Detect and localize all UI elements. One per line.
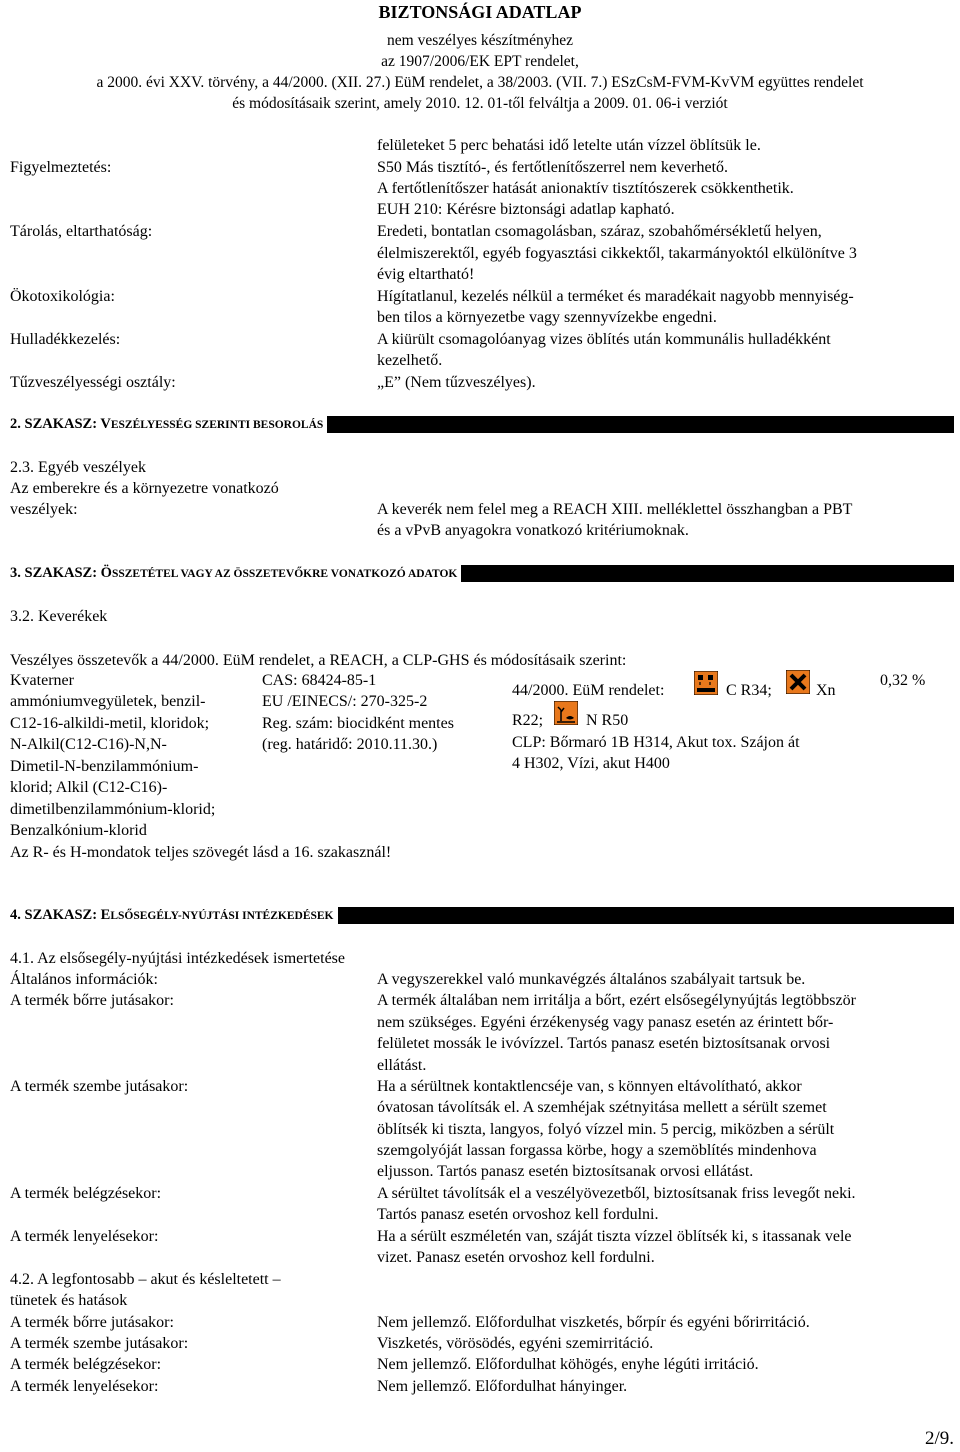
section-4-1-title: 4.1. Az elsősegély-nyújtási intézkedések ismertetése bbox=[10, 950, 346, 967]
einecs-number: EU /EINECS/: 270-325-2 bbox=[262, 693, 428, 710]
header-line-4: és módosításaik szerint, amely 2010. 12. 01-től felváltja a 2009. 01. 06-i verziót bbox=[232, 95, 728, 112]
classification-regulation: 44/2000. EüM rendelet: bbox=[512, 682, 665, 699]
eye-contact-line-4: szemgolyóját lassan forgassa körbe, hogy a szemöblítés mindenhova bbox=[377, 1142, 817, 1159]
inhalation-label: A termék belégzésekor: bbox=[10, 1185, 162, 1202]
waste-line-1: A kiürült csomagolóanyag vizes öblítés után kommunális hulladékként bbox=[377, 331, 831, 348]
component-name-8: Benzalkónium-klorid bbox=[10, 822, 147, 839]
component-name-6: klorid; Alkil (C12-C16)- bbox=[10, 779, 168, 796]
storage-line-2: élelmiszerektől, egyéb fogyasztási cikkektől, takarmányoktól elkülönítve 3 bbox=[377, 245, 857, 262]
hazards-label-1: Az emberekre és a környezetre vonatkozó bbox=[10, 480, 279, 497]
section-4-2-title-2: tünetek és hatások bbox=[10, 1292, 128, 1309]
header-line-2: az 1907/2006/EK EPT rendelet, bbox=[381, 53, 579, 70]
symptom-eye-value: Viszketés, vörösödés, egyéni szemirritáció. bbox=[377, 1335, 654, 1352]
eye-contact-line-3: öblítsék ki tiszta, langyos, folyó vízzel min. 5 percig, miközben a sérült bbox=[377, 1121, 835, 1138]
concentration: 0,32 % bbox=[880, 672, 926, 689]
symptom-eye-label: A termék szembe jutásakor: bbox=[10, 1335, 189, 1352]
storage-label: Tárolás, eltarthatóság: bbox=[10, 223, 153, 240]
section-2-3-title: 2.3. Egyéb veszélyek bbox=[10, 459, 146, 476]
ecotox-line-1: Hígítatlanul, kezelés nélkül a terméket és maradékait nagyobb mennyiség- bbox=[377, 288, 854, 305]
header-line-3: a 2000. évi XXV. törvény, a 44/2000. (XII. 27.) EüM rendelet, a 38/2003. (VII. 7.) ESzCsM-FVM-KvVM együttes rendelet bbox=[96, 74, 864, 91]
skin-contact-label: A termék bőrre jutásakor: bbox=[10, 992, 174, 1009]
waste-line-2: kezelhető. bbox=[377, 352, 443, 369]
cas-number: CAS: 68424-85-1 bbox=[262, 672, 377, 689]
page-number: 2/9. bbox=[924, 1428, 954, 1449]
components-intro: Veszélyes összetevők a 44/2000. EüM rendelet, a REACH, a CLP-GHS és módosításaik szerint: bbox=[10, 652, 627, 669]
section-2-heading-bar bbox=[10, 416, 954, 433]
ingestion-line-2: vizet. Panasz esetén orvoshoz kell fordulni. bbox=[377, 1249, 655, 1266]
warning-label: Figyelmeztetés: bbox=[10, 159, 112, 176]
inhalation-line-1: A sérültet távolítsák el a veszélyövezetből, biztosítsanak friss levegőt neki. bbox=[377, 1185, 856, 1202]
section-4-2-title-1: 4.2. A legfontosabb – akut és késleltetett – bbox=[10, 1271, 281, 1288]
clp-line-1: CLP: Bőrmaró 1B H314, Akut tox. Szájon át bbox=[512, 734, 800, 751]
component-name-7: dimetilbenzilammónium-klorid; bbox=[10, 801, 216, 818]
storage-line-3: évig eltartható! bbox=[377, 266, 475, 283]
symptom-inhalation-value: Nem jellemző. Előfordulhat köhögés, enyhe légúti irritáció. bbox=[377, 1356, 759, 1373]
class-n-r50: N R50 bbox=[586, 712, 629, 729]
ecotox-line-2: ben tilos a környezetbe vagy szennyvízekbe engedni. bbox=[377, 309, 717, 326]
waste-label: Hulladékkezelés: bbox=[10, 331, 121, 348]
harmful-x-icon bbox=[786, 670, 810, 694]
component-name-3: C12-16-alkildi-metil, kloridok; bbox=[10, 715, 210, 732]
eye-contact-line-1: Ha a sérültnek kontaktlencséje van, s könnyen eltávolítható, akkor bbox=[377, 1078, 802, 1095]
rinse-text: felületeket 5 perc behatási idő letelte után vízzel öblítsük le. bbox=[377, 137, 761, 154]
skin-contact-line-1: A termék általában nem irritálja a bőrt, ezért elsősegélynyújtás legtöbbször bbox=[377, 992, 856, 1009]
ecotox-label: Ökotoxikológia: bbox=[10, 288, 115, 305]
component-name-5: Dimetil-N-benzilammónium- bbox=[10, 758, 199, 775]
symptom-ingestion-value: Nem jellemző. Előfordulhat hányinger. bbox=[377, 1378, 628, 1395]
class-c-r34: C R34; bbox=[726, 682, 772, 699]
section-3-heading: 3. SZAKASZ: ÖSSZETÉTEL VAGY AZ ÖSSZETEVŐKRE VONATKOZÓ ADATOK bbox=[10, 565, 461, 583]
environment-icon bbox=[554, 701, 578, 725]
section-2-heading: 2. SZAKASZ: VESZÉLYESSÉG SZERINTI BESOROLÁS bbox=[10, 416, 327, 434]
corrosive-icon bbox=[694, 671, 718, 695]
warning-line-1: S50 Más tisztító-, és fertőtlenítőszerrel nem keverhető. bbox=[377, 159, 729, 176]
ingestion-label: A termék lenyelésekor: bbox=[10, 1228, 159, 1245]
section-3-2-title: 3.2. Keverékek bbox=[10, 608, 108, 625]
general-info-label: Általános információk: bbox=[10, 971, 158, 988]
skin-contact-line-3: felületet mossák le ivóvízzel. Tartós panasz esetén biztosítsanak orvosi bbox=[377, 1035, 831, 1052]
section-4-heading: 4. SZAKASZ: ELSŐSEGÉLY-NYÚJTÁSI INTÉZKEDÉSEK bbox=[10, 907, 338, 925]
reg-deadline: (reg. határidő: 2010.11.30.) bbox=[262, 736, 438, 753]
symptom-skin-label: A termék bőrre jutásakor: bbox=[10, 1314, 174, 1331]
skin-contact-line-4: ellátást. bbox=[377, 1057, 427, 1074]
component-name-2: ammóniumvegyületek, benzil- bbox=[10, 693, 206, 710]
class-r22: R22; bbox=[512, 712, 544, 729]
document-title: BIZTONSÁGI ADATLAP bbox=[378, 2, 582, 22]
header-line-1: nem veszélyes készítményhez bbox=[387, 32, 573, 49]
skin-contact-line-2: nem szükséges. Egyéni érzékenység vagy panasz esetén az érintett bőr- bbox=[377, 1014, 834, 1031]
r-h-note: Az R- és H-mondatok teljes szövegét lásd a 16. szakasznál! bbox=[10, 844, 392, 861]
section-4-heading-bar bbox=[10, 907, 954, 924]
symptom-skin-value: Nem jellemző. Előfordulhat viszketés, bőrpír és egyéni bőrirritáció. bbox=[377, 1314, 810, 1331]
inhalation-line-2: Tartós panasz esetén orvoshoz kell fordulni. bbox=[377, 1206, 659, 1223]
component-name-4: N-Alkil(C12-C16)-N,N- bbox=[10, 736, 167, 753]
clp-line-2: 4 H302, Vízi, akut H400 bbox=[512, 755, 670, 772]
component-name-1: Kvaterner bbox=[10, 672, 74, 689]
class-xn: Xn bbox=[816, 682, 836, 699]
eye-contact-line-5: eljusson. Tartós panasz esetén biztosítsanak orvosi ellátást. bbox=[377, 1163, 754, 1180]
warning-line-2: A fertőtlenítőszer hatását anionaktív tisztítószerek csökkenthetik. bbox=[377, 180, 794, 197]
hazards-value-2: és a vPvB anyagokra vonatkozó kritériumoknak. bbox=[377, 522, 689, 539]
section-3-heading-bar bbox=[10, 565, 954, 582]
warning-line-3: EUH 210: Kérésre biztonsági adatlap kapható. bbox=[377, 201, 675, 218]
hazards-label-2: veszélyek: bbox=[10, 501, 78, 518]
eye-contact-label: A termék szembe jutásakor: bbox=[10, 1078, 189, 1095]
hazards-value-1: A keverék nem felel meg a REACH XIII. melléklettel összhangban a PBT bbox=[377, 501, 853, 518]
ingestion-line-1: Ha a sérült eszméletén van, száját tiszta vízzel öblítsék ki, s itassanak vele bbox=[377, 1228, 852, 1245]
symptom-ingestion-label: A termék lenyelésekor: bbox=[10, 1378, 159, 1395]
general-info-value: A vegyszerekkel való munkavégzés általános szabályait tartsuk be. bbox=[377, 971, 806, 988]
fire-class-label: Tűzveszélyességi osztály: bbox=[10, 374, 176, 391]
reg-number: Reg. szám: biocidként mentes bbox=[262, 715, 454, 732]
fire-class-value: „E” (Nem tűzveszélyes). bbox=[377, 374, 536, 391]
storage-line-1: Eredeti, bontatlan csomagolásban, száraz, szobahőmérsékletű helyen, bbox=[377, 223, 822, 240]
symptom-inhalation-label: A termék belégzésekor: bbox=[10, 1356, 162, 1373]
eye-contact-line-2: óvatosan távolítsák el. A szemhéjak szétnyitása mellett a sérült szemet bbox=[377, 1099, 827, 1116]
